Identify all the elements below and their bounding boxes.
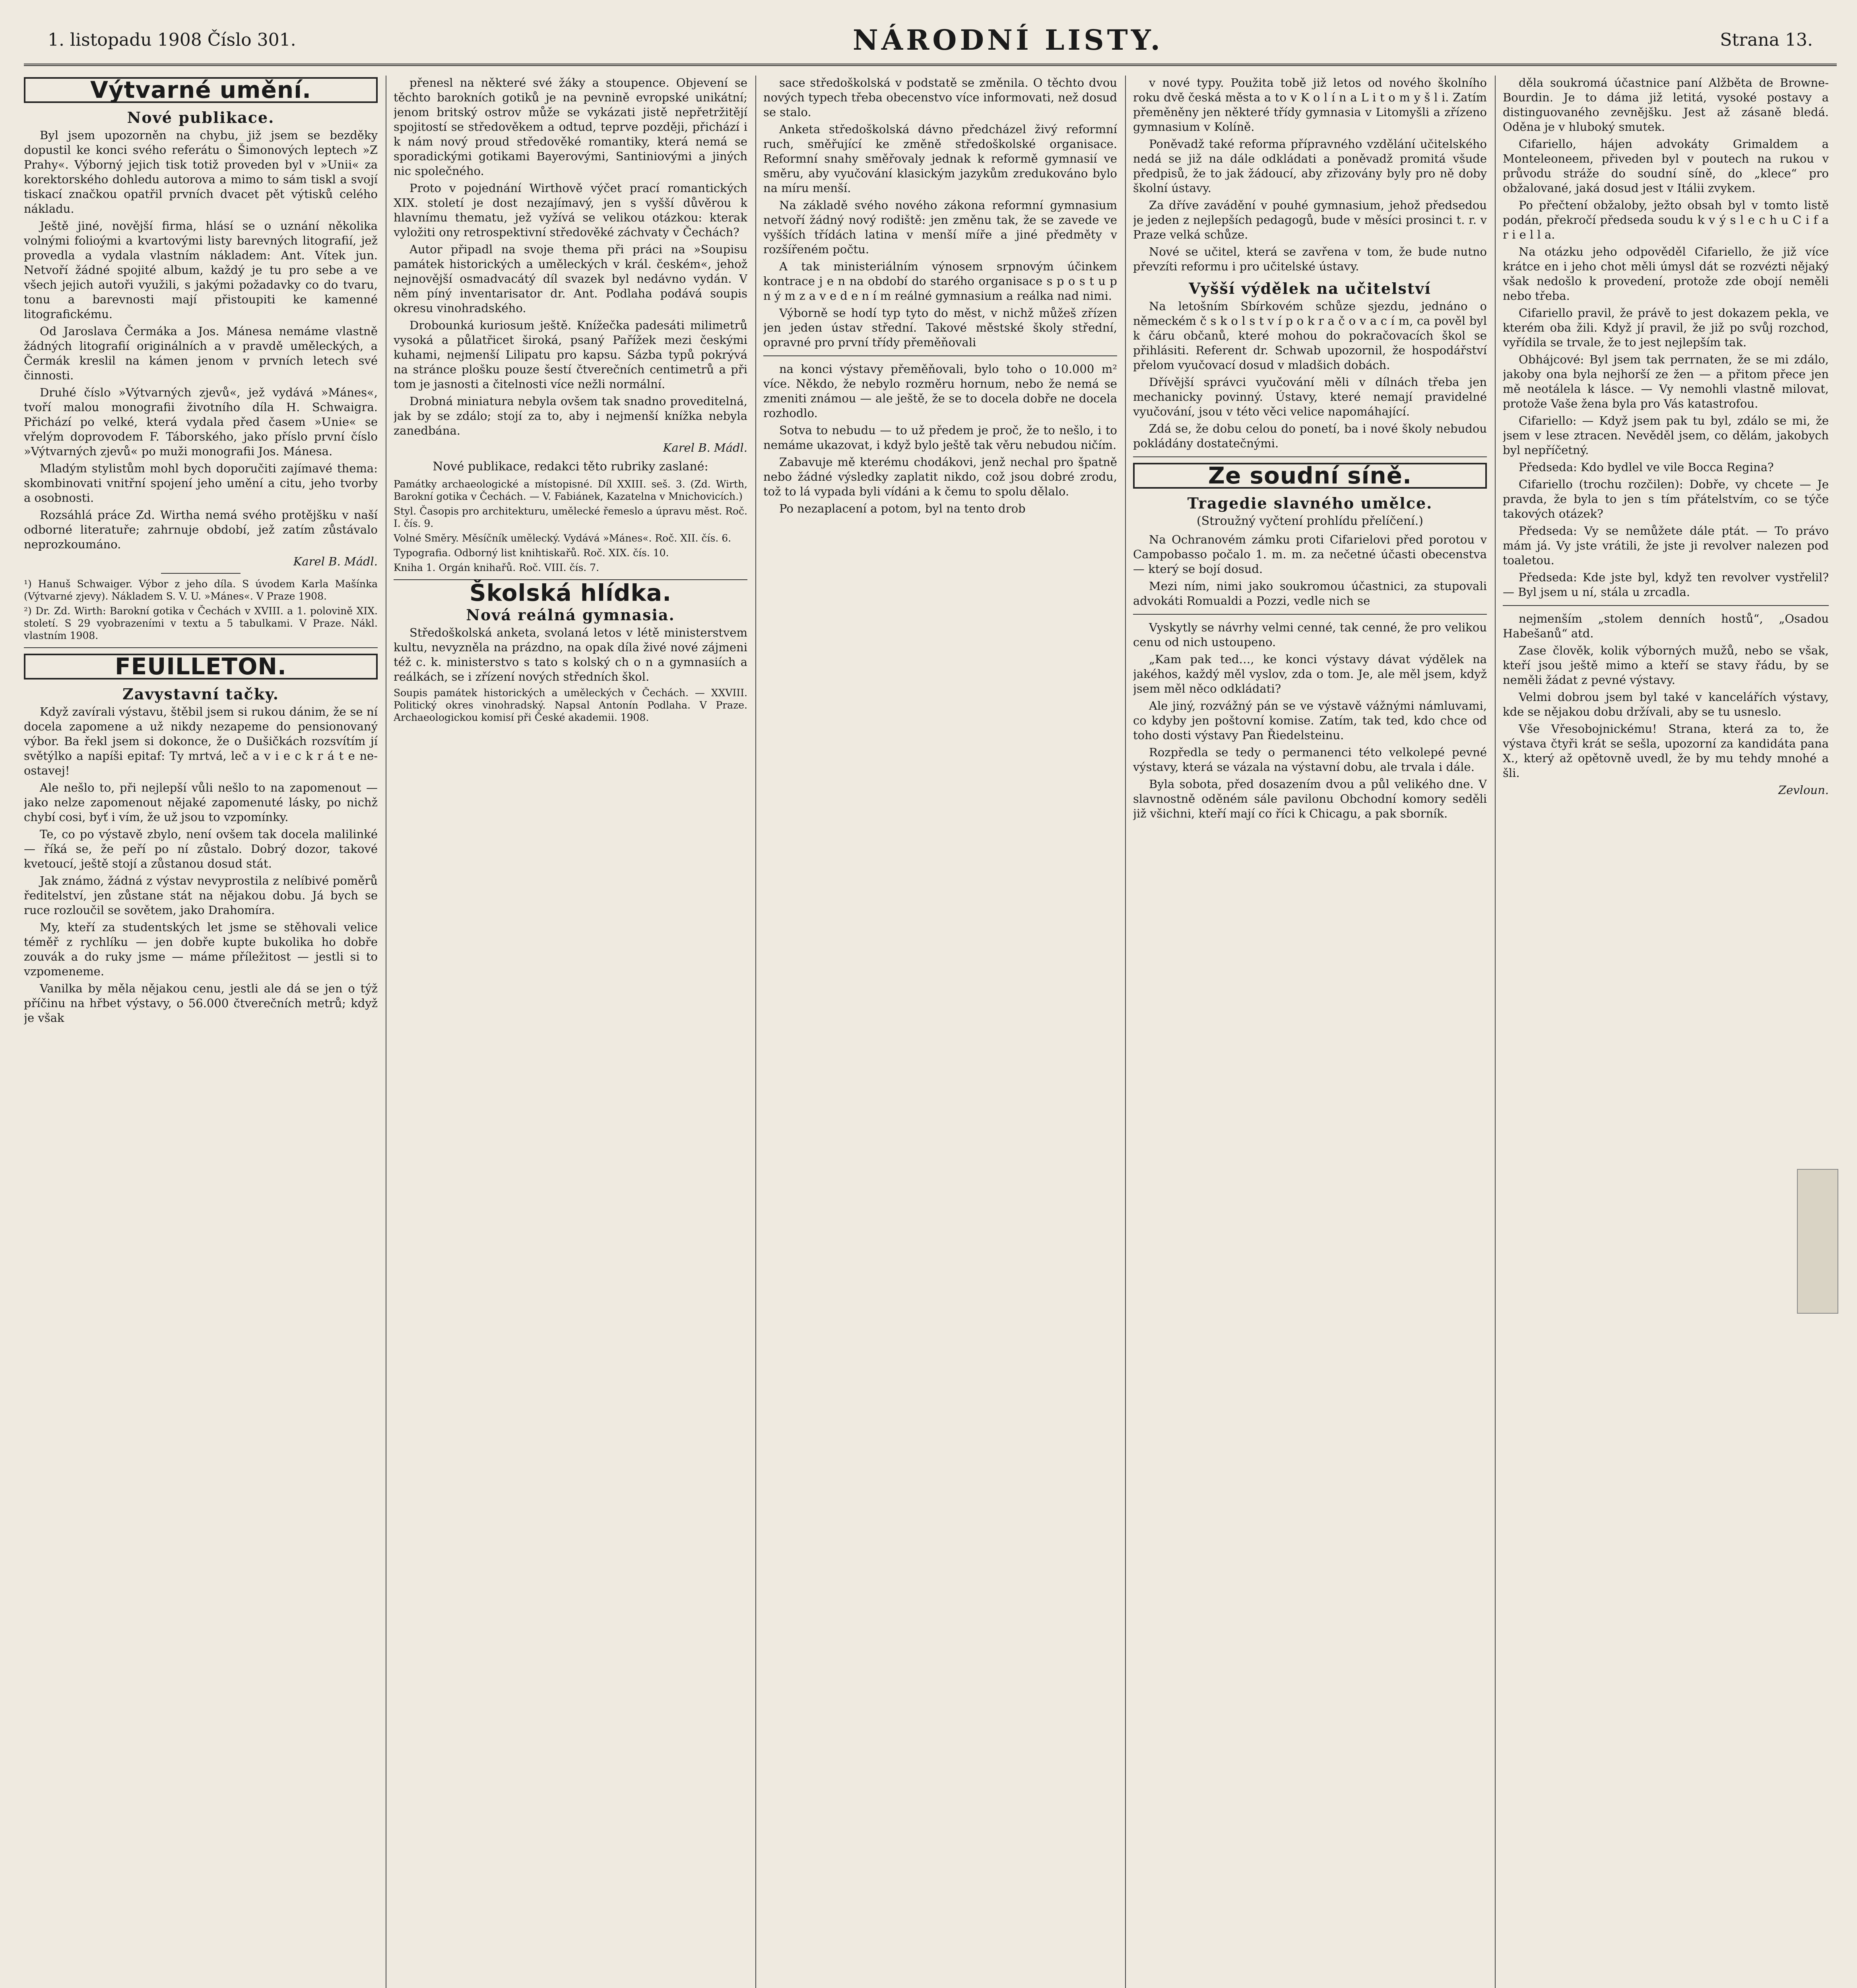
feuilleton-signature: Zevloun.: [1778, 783, 1829, 797]
paragraph: Od Jaroslava Čermáka a Jos. Mánesa nemáme vlastně žádných litografií originálních a v pravdě uměleckých, a Čermák kreslil na kámen jenom v prvních letech své činnosti.: [24, 324, 378, 382]
paragraph: Mezi ním, nimi jako soukromou účastnici, za stupovali advokáti Romualdi a Pozzi, vedle nich se: [1133, 579, 1487, 608]
subsection-title: Nová reálná gymnasia.: [466, 606, 675, 624]
footnote: ²) Dr. Zd. Wirth: Barokní gotika v Čechách v XVIII. a 1. polovině XIX. století. S 29 vyobrazeními v textu a 5 tabulkami. V Praze. Nákl. vlastním 1908.: [24, 605, 378, 641]
paragraph: Zase člověk, kolik výborných mužů, nebo se však, kteří jsou ještě mimo a kteří se stavy řádu, by se neměli žádat z pevné výstavy.: [1503, 644, 1829, 687]
footnote: ¹) Hanuš Schwaiger. Výbor z jeho díla. S úvodem Karla Mašínka (Výtvarné zjevy). Nákladem S. V. U. »Mánes«. V Praze 1908.: [24, 578, 378, 602]
paragraph: Předseda: Vy se nemůžete dále ptát. — To právo mám já. Vy jste vrátili, že jste ji revolver nalezen pod toaletou.: [1503, 524, 1829, 567]
page-number: Strana 13.: [1720, 29, 1813, 50]
feuilleton-title: FEUILLETON.: [24, 654, 378, 679]
paragraph: Cifariello, hájen advokáty Grimaldem a Monteleoneem, přiveden byl v poutech na rukou v průvodu stráže do soudní síně, do „klece“ pro obžalované, jaká dosud jest v Itálii zvykem.: [1503, 137, 1829, 195]
paragraph: Dřívější správci vyučování měli v dílnách třeba jen mechanicky povinný. Ústavy, které nemají pravidelné vyučování, jsou v této věci velice napomáhající.: [1133, 375, 1487, 418]
paragraph: přenesl na některé své žáky a stoupence. Objevení se těchto barokních gotiků je na pevnině evropské unikátní; jenom britský ostrov může se vykázati jistě nepřetržitějí spojitostí se středověkem a odtud, teprve později, přichází i k nám nový proud středověké romantiky, která nemá se sporadickými gotikami Bayerovými, Santiniovými a jiných nic společného.: [394, 76, 747, 178]
column-4: [1133, 76, 1487, 1988]
divider: [763, 355, 1117, 356]
paragraph: Te, co po výstavě zbylo, není ovšem tak docela malilinké — říká se, že peří po ní zůstalo. Dobrý dozor, takové kvetoucí, ještě stojí a zůstanou dosud stát.: [24, 827, 378, 870]
paragraph: Rozsáhlá práce Zd. Wirtha nemá svého protějšku v naší odborné literatuře; zahrnuje období, jež zatím zůstávalo neprozkoumáno.: [24, 508, 378, 551]
paragraph: Cifariello (trochu rozčilen): Dobře, vy chcete — Je pravda, že byla to jen s tím přátelstvím, co se týče takových otázek?: [1503, 478, 1829, 520]
paragraph: Vanilka by měla nějakou cenu, jestli ale dá se jen o týž příčinu na hřbet výstavy, o 56.000 čtverečních metrů; když je však: [24, 982, 378, 1025]
newspaper-title: NÁRODNÍ LISTY.: [852, 23, 1164, 56]
paragraph: sace středoškolská v podstatě se změnila. O těchto dvou nových typech třeba obecenstvo více informovati, než dosud se stalo.: [763, 76, 1117, 119]
paragraph: Poněvadž také reforma přípravného vzdělání učitelského nedá se již na dále odkládati a poněvadž promitá všude předpisů, že to jak žádoucí, aby zřizovány byly pro ně doby školní ústavy.: [1133, 137, 1487, 195]
paragraph: Předseda: Kde jste byl, když ten revolver vystřelil? — Byl jsem u ní, stála u zrcadla.: [1503, 571, 1829, 599]
paragraph: Obhájcové: Byl jsem tak perrnaten, že se mi zdálo, jakoby ona byla nejhorší ze žen — a přitom přece jen mě neotálela k lásce. — Vy nemohli vlastně milovat, protože Vaše žena byla pro Vás katastrofou.: [1503, 353, 1829, 410]
column-2: [394, 76, 747, 1988]
footnotes: [24, 578, 378, 642]
paragraph: Autor připadl na svoje thema při práci na »Soupisu památek historických a uměleckých v král. českém«, jehož nejnovější osmadvacátý díl svazek byl nedávno vydán. V něm píný inventarisator dr. Ant. Podlaha podává soupis okresu vinohradského.: [394, 243, 747, 315]
paragraph: Byl jsem upozorněn na chybu, již jsem se bezděky dopustil ke konci svého referátu o Šimonových leptech »Z Prahy«. Výborný jejich tisk totiž proveden byl v »Unii« za korektorského dohledu autorova a mimo to sám tiskl a svojí tiskací značkou opatřil prvních dvacet pět výtisků celého nákladu.: [24, 128, 378, 215]
new-publications-list: [394, 478, 747, 574]
paragraph: Rozpředla se tedy o permanenci této velkolepé pevné výstavy, která se vázala na výstavní dobu, ale trvala i dále.: [1133, 746, 1487, 774]
paragraph: Jak známo, žádná z výstav nevyprostila z nelíbivé poměrů ředitelství, jen zůstane stát na nějakou dobu. Já bych se ruce rozloučil se sovětem, jako Drahomíra.: [24, 874, 378, 917]
paragraph: Ale nešlo to, při nejlepší vůli nešlo to na zapomenout — jako nelze zapomenout nějaké zapomenuté lásky, po nichž chybí cosi, byť i vím, že už jsou to vzpomínky.: [24, 781, 378, 824]
list-item: Volné Směry. Měsíčník umělecký. Vydává »Mánes«. Roč. XII. čís. 6.: [394, 532, 732, 544]
paragraph: Vyskytly se návrhy velmi cenné, tak cenné, že pro velikou cenu od nich ustoupeno.: [1133, 621, 1487, 649]
subsection-title: Tragedie slavného umělce.: [1187, 494, 1433, 512]
paragraph: „Kam pak ted…, ke konci výstavy dávat výdělek na jakéhos, každý měl vyslov, zda o tom. Je, ale měl jsem, když jsem měl něco odkládati?: [1133, 652, 1487, 695]
newspaper-page: [24, 16, 1837, 1988]
paragraph: Na základě svého nového zákona reformní gymnasium netvoří žádný nový rodiště: jen změnu tak, že se zavede ve vyšších třídách latina v menší míře a jiné předměty v rozšířeném počtu.: [763, 198, 1117, 256]
masthead: [24, 16, 1837, 66]
divider: [161, 573, 241, 574]
section-title-school: Školská hlídka.: [469, 579, 672, 606]
paragraph: Proto v pojednání Wirthově výčet prací romantických XIX. století je dost nezajímavý, jen s vyšší důvěrou k hlavnímu thematu, jež vyžívá se velikou otázkou: kterak vyložiti ony retrospektivní středověké záchvaty v Čechách?: [394, 181, 747, 239]
paragraph: Anketa středoškolská dávno předcházel živý reformní ruch, směřující ke změně středoškolské organisace. Reformní snahy směřovaly jednak k reformě gymnasií ve směru, aby vyučování klasickým jazykům zredukováno bylo na míru menší.: [763, 122, 1117, 195]
subsection-title: Nové publikace.: [127, 109, 275, 126]
paragraph: Drobná miniatura nebyla ovšem tak snadno proveditelná, jak by se zdálo; stojí za to, aby i nejmenší knížka nebyla zanedbána.: [394, 394, 747, 437]
column-rule: [755, 76, 756, 1988]
footnote: Soupis památek historických a uměleckých v Čechách. — XXVIII. Politický okres vinohradský. Napsal Antonín Podlaha. V Praze. Archaeologickou komisí při České akademii. 1908.: [394, 687, 747, 723]
list-item: Styl. Časopis pro architekturu, umělecké řemeslo a úpravu měst. Roč. I. čís. 9.: [394, 505, 747, 529]
paragraph: v nové typy. Použita tobě již letos od nového školního roku dvě česká města a to v K o l í n a L i t o m y š l i. Zatím přeměněny jen některé třídy gymnasia v Litomyšli a zřízeno gymnasium v Kolíně.: [1133, 76, 1487, 134]
list-item: Památky archaeologické a místopisné. Díl XXIII. seš. 3. (Zd. Wirth, Barokní gotika v Čechách. — V. Fabiánek, Kazatelna v Mnichovicích.): [394, 478, 747, 502]
new-publications-heading: Nové publikace, redakci těto rubriky zaslané:: [433, 460, 708, 474]
list-item: Typografia. Odborný list knihtiskařů. Roč. XIX. čís. 10.: [394, 547, 669, 559]
paragraph: A tak ministeriálním výnosem srpnovým účinkem kontrace j e n na období do starého organisace s p o s t u p n ý m z a v e d e n í m reálné gymnasium a reálka nad nimi.: [763, 260, 1117, 303]
paragraph: Cifariello pravil, že právě to jest dokazem pekla, ve kterém oba žili. Když jí pravil, že již po svůj rozchod, vyřídila se trvale, že to jest nejlepším tak.: [1503, 306, 1829, 349]
paragraph: děla soukromá účastnice paní Alžběta de Browne-Bourdin. Je to dáma již letitá, vysoké postavy a distinguovaného zevnějšku. Jest až zásaně bledá. Oděna je v hluboký smutek.: [1503, 76, 1829, 134]
section-title-court: Ze soudní síně.: [1133, 463, 1487, 489]
paragraph: Na Ochranovém zámku proti Cifarielovi před porotou v Campobasso počalo 1. m. m. za nečetné účasti obecenstva — který se bojí dosud.: [1133, 533, 1487, 576]
issue-date: 1. listopadu 1908 Číslo 301.: [48, 29, 296, 50]
paragraph: Drobounká kuriosum ještě. Knížečka padesáti milimetrů vysoká a půlatřicet široká, psaný Pařížek mezi českými kuhami, nejmenší Lilipatu pro kapsu. Sázba typů pokrývá na stránce plošku pouze šestí čtverečních centimetrů a při tom je jasnosti a čitelnosti více nežli normální.: [394, 318, 747, 391]
paragraph: Po přečtení obžaloby, ježto obsah byl v tomto listě podán, překročí předseda soudu k v ý s l e c h u C i f a r i e l l a.: [1503, 198, 1829, 241]
column-3: [763, 76, 1117, 1988]
paragraph: Po nezaplacení a potom, byl na tento drob: [779, 502, 1026, 515]
page-tear-mark: [1797, 1169, 1838, 1314]
column-rule: [1495, 76, 1496, 1988]
footnotes: [394, 687, 747, 724]
paragraph: Nové se učitel, která se zavřena v tom, že bude nutno převzíti reformu i pro učitelské ústavy.: [1133, 245, 1487, 273]
article-signature: Karel B. Mádl.: [293, 555, 378, 568]
paragraph: Předseda: Kdo bydlel ve vile Bocca Regina?: [1519, 460, 1774, 474]
subsection-title: Vyšší výdělek na učitelství: [1189, 280, 1431, 297]
subsection-note: (Stroužný vyčtení prohlídu přelíčení.): [1197, 514, 1423, 528]
divider: [24, 647, 378, 648]
article-signature: Karel B. Mádl.: [663, 441, 747, 454]
paragraph: Byla sobota, před dosazením dvou a půl velikého dne. V slavnostně oděném sále pavilonu Obchodní komory seděli již všichni, kteří mají co říci k Chicagu, a pak sborník.: [1133, 777, 1487, 820]
paragraph: Zdá se, že dobu celou do ponetí, ba i nové školy nebudou pokládány dostatečnými.: [1133, 422, 1487, 450]
paragraph: Na otázku jeho odpověděl Cifariello, že již více krátce en i jeho chot měli úmysl dát se rozvézti nějaký však nedošlo k provedení, protože zde obojí neměli nebo třeba.: [1503, 245, 1829, 303]
divider: [1503, 605, 1829, 606]
paragraph: nejmenším „stolem denních hostů“, „Osadou Habešanů“ atd.: [1503, 612, 1829, 640]
paragraph: Velmi dobrou jsem byl také v kancelářích výstavy, kde se nějakou dobu držívali, aby se tu usneslo.: [1503, 690, 1829, 718]
paragraph: Zabavuje mě kterému chodákovi, jenž nechal pro špatně nebo žádné výsledky zaplatit nikdo, což jsou dobré zrodu, tož to lá vypada byli vídáni a k čemu to spolu dělalo.: [763, 455, 1117, 498]
paragraph: Druhé číslo »Výtvarných zjevů«, jež vydává »Mánes«, tvoří malou monografii životního díla H. Schwaigra. Přichází po velké, která vydala před časem »Unie« se vřelým doprovodem F. Táborského, jako příslo první číslo »Výtvarných zjevů« po muži monografii Jos. Mánesa.: [24, 386, 378, 458]
paragraph: Výborně se hodí typ tyto do měst, v nichž můžeš zřízen jen jeden ústav střední. Takové městské školy střední, opravné pro první třídy přeměňovali: [763, 306, 1117, 349]
paragraph: Za dříve zavádění v pouhé gymnasium, jehož předsedou je jeden z nejlepších pedagogů, bude v měsíci prosinci t. r. v Praze velká schůze.: [1133, 198, 1487, 241]
divider: [1133, 456, 1487, 457]
paragraph: Když zavírali výstavu, štěbil jsem si rukou dánim, že se ní docela zapomene a už nikdy nezapeme do pensionovaný výbor. Ba řekl jsem si dokonce, že o Dušičkách rozsvítím jí světýlko a napíši epitaf: Ty mrtvá, leč a v i e c k r á t e ne-ostavej!: [24, 705, 378, 777]
paragraph: Na letošním Sbírkovém schůze sjezdu, jednáno o německém č s k o l s t v í p o k r a č o v a c í m, ca pověl byl k čáru občanů, které mohou do pokračovacích škol se přihlásiti. Referent dr. Schwab upozornil, že hospodářství přelom vyučovací dosud v mladšich dobách.: [1133, 299, 1487, 372]
feuilleton-subtitle: Zavystavní tačky.: [122, 685, 279, 703]
paragraph: Ještě jiné, novější firma, hlásí se o uznání několika volnými folioými a kvartovými listy barevných litografií, jež provedla a vydala vlastním nákladem: Ant. Vítek jun. Netvoří žádné spojité album, každý je tu pro sebe a ve všech jejich autoři využili, s jakými požadavky co do tvaru, tonu a barevnosti mají přistoupiti ke kamenné litografickému.: [24, 219, 378, 321]
section-title-art: Výtvarné umění.: [24, 77, 378, 103]
list-item: Kniha 1. Orgán knihařů. Roč. VIII. čís. 7.: [394, 562, 600, 573]
paragraph: Ale jiný, rozvážný pán se ve výstavě vážnými námluvami, co kdyby jen poštovní komise. Zatím, tak ted, kdo chce od toho dosti výstavy Pan Řiedelsteinu.: [1133, 699, 1487, 742]
paragraph: na konci výstavy přeměňovali, bylo toho o 10.000 m² více. Někdo, že nebylo rozměru hornum, nebo že nemá se zmeniti známou — ale ještě, že se to docela dobře ne docela rozhodlo.: [763, 362, 1117, 420]
paragraph: My, kteří za studentských let jsme se stěhovali velice téměř z rychlíku — jen dobře kupte bukolika ho dobře zouvák a do ruky jsme — máme příležitost — jestli si to vzpomeneme.: [24, 920, 378, 978]
column-5: [1503, 76, 1829, 1988]
paragraph: Vše Vřesobojnickému! Strana, která za to, že výstava čtyři krát se sešla, upozorní za kandidáta pana X., který až opětovně uvedl, že by mu tehdy mnohé a šli.: [1503, 722, 1829, 780]
paragraph: Sotva to nebudu — to už předem je proč, že to nešlo, i to nemáme ukazovat, i když bylo ještě tak věru nebudou ničím.: [763, 423, 1117, 452]
column-rule: [1125, 76, 1126, 1988]
paragraph: Mladým stylistům mohl bych doporučiti zajímavé thema: skombinovati vnitřní spojení jeho umění a citu, jeho tvorby a osobnosti.: [24, 462, 378, 505]
paragraph: Středoškolská anketa, svolaná letos v létě ministerstvem kultu, nevyzněla na prázdno, na opak díla živé nové zájmeni též c. k. ministerstvo s tato s kolský ch o n a gymnasiích a reálkách, se i zřízení nových středních škol.: [394, 626, 747, 683]
divider: [1133, 614, 1487, 615]
column-1: [24, 76, 378, 1988]
paragraph: Cifariello: — Když jsem pak tu byl, zdálo se mi, že jsem v lese ztracen. Nevěděl jsem, co dělám, jakobych byl nepříčetný.: [1503, 414, 1829, 457]
